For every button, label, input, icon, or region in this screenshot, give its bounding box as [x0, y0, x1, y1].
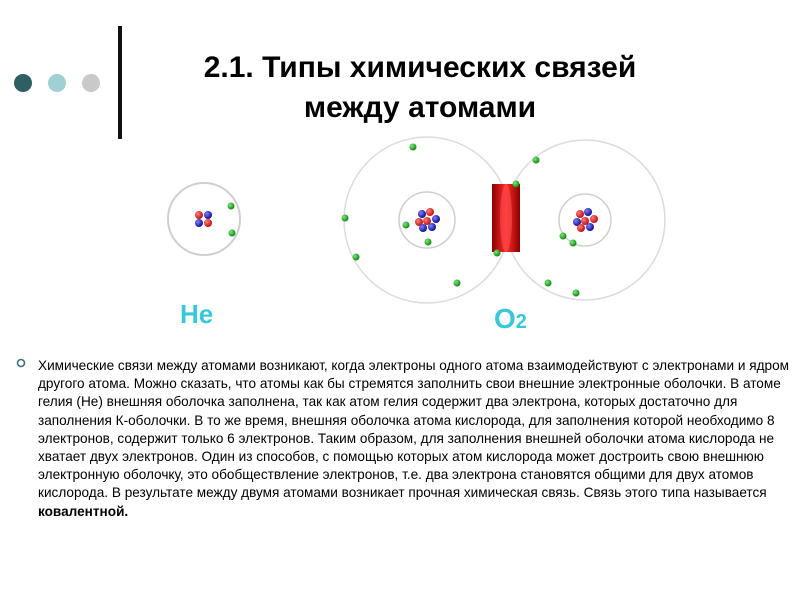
oxygen-electron — [342, 215, 349, 222]
atom-diagram — [0, 130, 800, 345]
body-paragraph — [38, 357, 794, 521]
emphasis-term: ковалентной. — [38, 503, 129, 519]
oxygen-nucleus — [573, 208, 598, 232]
oxygen-electron — [573, 290, 580, 297]
oxygen-electron — [545, 280, 552, 287]
decor-dot-grey — [82, 74, 100, 92]
helium-atom — [168, 183, 240, 255]
oxygen-electron — [425, 239, 432, 246]
oxygen-nucleus — [415, 208, 440, 232]
oxygen-electron — [570, 240, 577, 247]
oxygen-atom-left — [342, 137, 511, 303]
helium-electron — [228, 203, 235, 210]
oxygen-atom-right — [505, 140, 665, 300]
title-line-2: между атомами — [303, 91, 537, 124]
oxygen-symbol: O — [494, 303, 516, 334]
oxygen-electron — [403, 222, 410, 229]
oxygen-electron — [410, 144, 417, 151]
ring-bullet-icon — [15, 357, 27, 372]
oxygen-electron — [560, 233, 567, 240]
helium-electron — [229, 230, 236, 237]
decor-dot-light — [48, 74, 66, 92]
paragraph-text: Химические связи между атомами возникают, когда электроны одного атома взаимодействуют с электронами и ядром другого атома. Можно сказать, что атомы как бы стремятся заполнить свои внешние электронные оболочки. В атоме гелия (He) внешняя оболочка заполнена, так как атом гелия содержит два электрона, которых достаточно для заполнения К-оболочки. В то же время, внешняя оболочка атома кислорода, для заполнения которой необходимо 8 электронов, содержит только 6 электронов. Таким образом, для заполнения внешней оболочки атома кислорода не хватает двух электронов. Один из способов, с помощью которых атом кислорода может достроить свою внешнюю электронную оболочку, это обобществление электронов, т.е. два электрона становятся общими для двух атомов кислорода. В результате между двумя атомами возникает прочная химическая связь. Связь этого типа называется — [38, 358, 789, 501]
title-divider — [118, 26, 122, 139]
slide-title — [140, 48, 700, 128]
oxygen-label — [494, 303, 527, 334]
shared-electron — [513, 181, 520, 188]
oxygen-electron — [533, 157, 540, 164]
oxygen-subscript: 2 — [515, 311, 527, 333]
helium-shell — [168, 183, 240, 255]
shared-electron — [494, 250, 501, 257]
covalent-bond — [492, 181, 520, 257]
title-line-1: 2.1. Типы химических связей — [203, 51, 637, 84]
oxygen-electron — [353, 254, 360, 261]
decor-dot-dark — [14, 74, 32, 92]
oxygen-electron — [454, 280, 461, 287]
helium-nucleus — [195, 211, 212, 227]
helium-label: He — [180, 299, 214, 329]
